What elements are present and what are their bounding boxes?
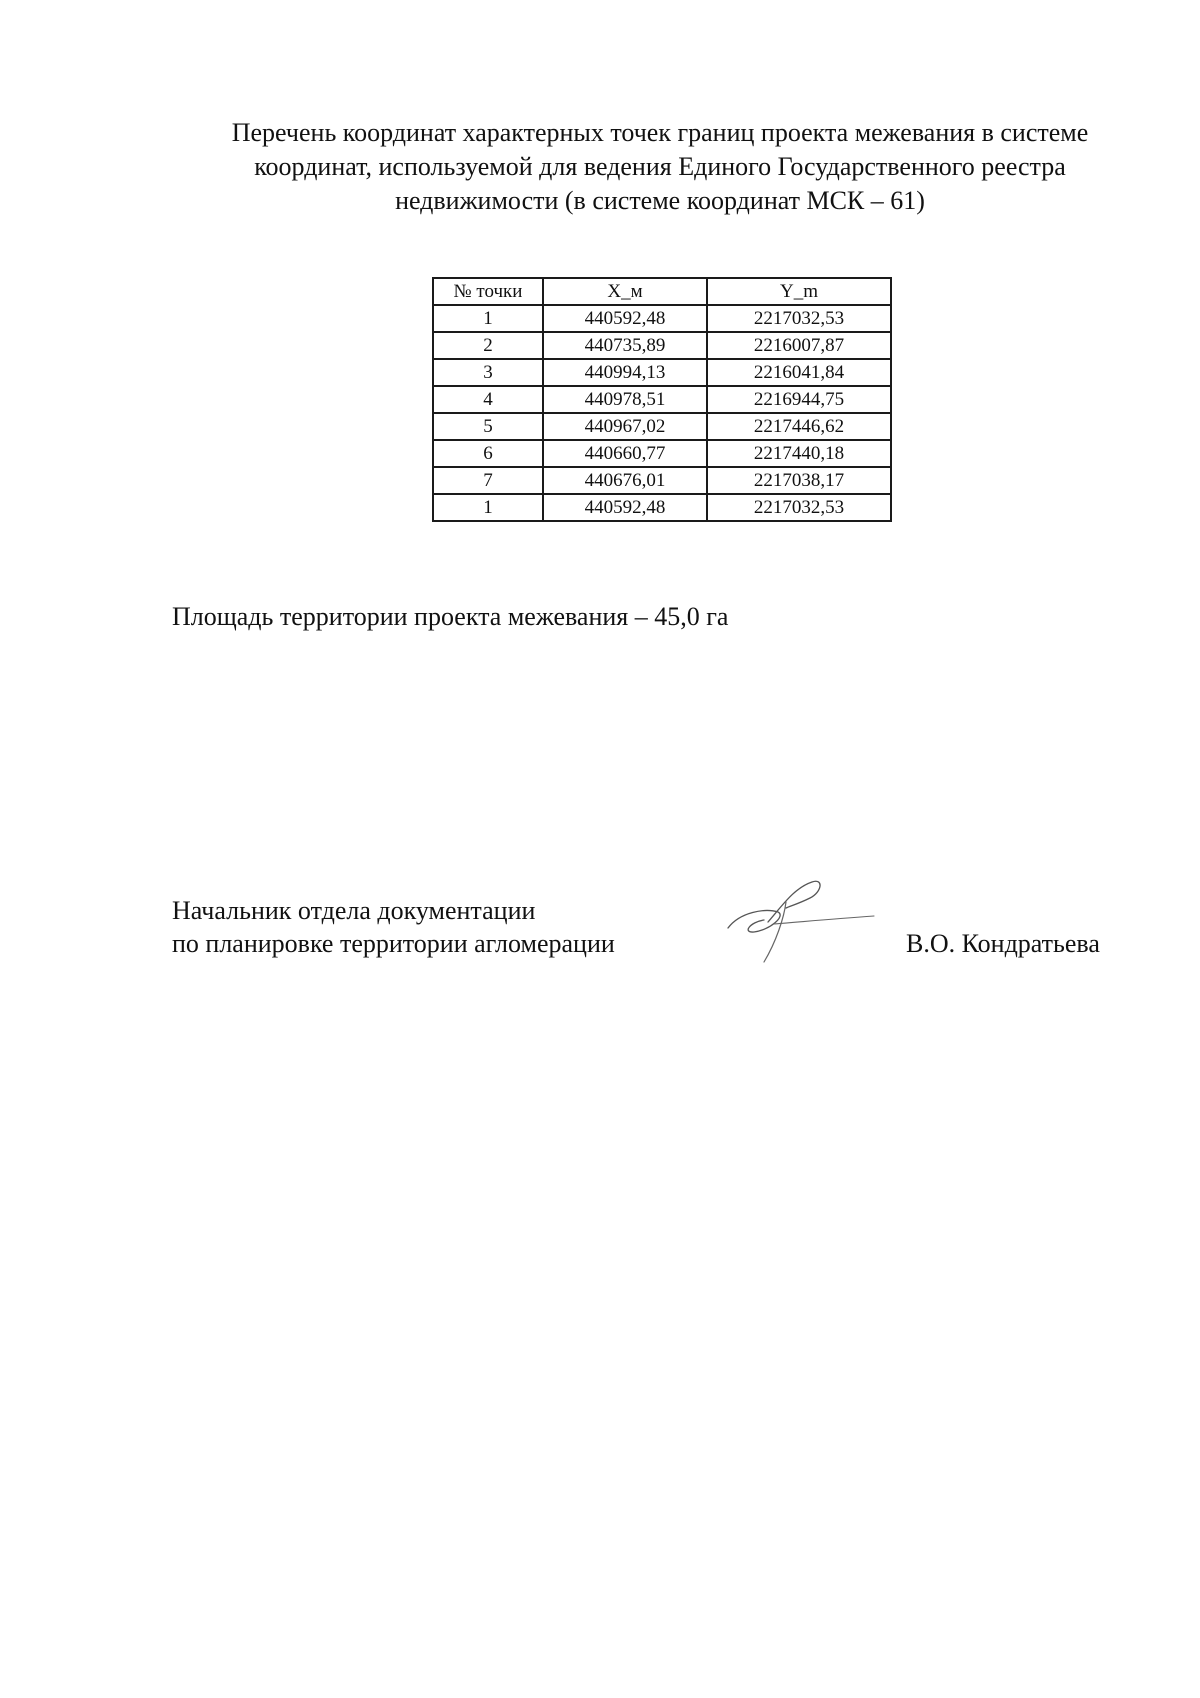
table-row bbox=[433, 440, 891, 467]
table-row bbox=[433, 494, 891, 521]
cell-y: 2217446,62 bbox=[707, 413, 891, 440]
table-row bbox=[433, 467, 891, 494]
table-row bbox=[433, 305, 891, 332]
cell-y: 2216041,84 bbox=[707, 359, 891, 386]
table-row bbox=[433, 332, 891, 359]
cell-x: 440592,48 bbox=[543, 494, 707, 521]
document-title: Перечень координат характерных точек границ проекта межевания в системе координат, используемой для ведения Единого Государственного реестра недвижимости (в системе координат МСК – 61) bbox=[231, 118, 1089, 215]
cell-point-number: 1 bbox=[433, 494, 543, 521]
cell-y: 2216007,87 bbox=[707, 332, 891, 359]
cell-point-number: 7 bbox=[433, 467, 543, 494]
cell-point-number: 1 bbox=[433, 305, 543, 332]
table-header-row bbox=[433, 278, 891, 305]
area-statement: Площадь территории проекта межевания – 45,0 га bbox=[172, 602, 729, 631]
cell-y: 2217032,53 bbox=[707, 305, 891, 332]
cell-point-number: 6 bbox=[433, 440, 543, 467]
cell-x: 440735,89 bbox=[543, 332, 707, 359]
cell-y: 2217440,18 bbox=[707, 440, 891, 467]
cell-y: 2216944,75 bbox=[707, 386, 891, 413]
handwritten-signature bbox=[720, 872, 880, 972]
column-header-point-number: № точки bbox=[433, 278, 543, 305]
column-header-x: X_м bbox=[543, 278, 707, 305]
cell-point-number: 4 bbox=[433, 386, 543, 413]
column-header-y: Y_m bbox=[707, 278, 891, 305]
signer-position: Начальник отдела документации по планировке территории агломерации bbox=[172, 896, 615, 958]
cell-point-number: 5 bbox=[433, 413, 543, 440]
coordinates-table bbox=[432, 277, 892, 522]
cell-x: 440994,13 bbox=[543, 359, 707, 386]
table-row bbox=[433, 359, 891, 386]
cell-x: 440967,02 bbox=[543, 413, 707, 440]
table-row bbox=[433, 413, 891, 440]
signer-name: В.О. Кондратьева bbox=[906, 929, 1100, 958]
cell-y: 2217032,53 bbox=[707, 494, 891, 521]
table-row bbox=[433, 386, 891, 413]
cell-x: 440676,01 bbox=[543, 467, 707, 494]
cell-y: 2217038,17 bbox=[707, 467, 891, 494]
cell-point-number: 2 bbox=[433, 332, 543, 359]
cell-x: 440978,51 bbox=[543, 386, 707, 413]
cell-x: 440660,77 bbox=[543, 440, 707, 467]
cell-point-number: 3 bbox=[433, 359, 543, 386]
cell-x: 440592,48 bbox=[543, 305, 707, 332]
